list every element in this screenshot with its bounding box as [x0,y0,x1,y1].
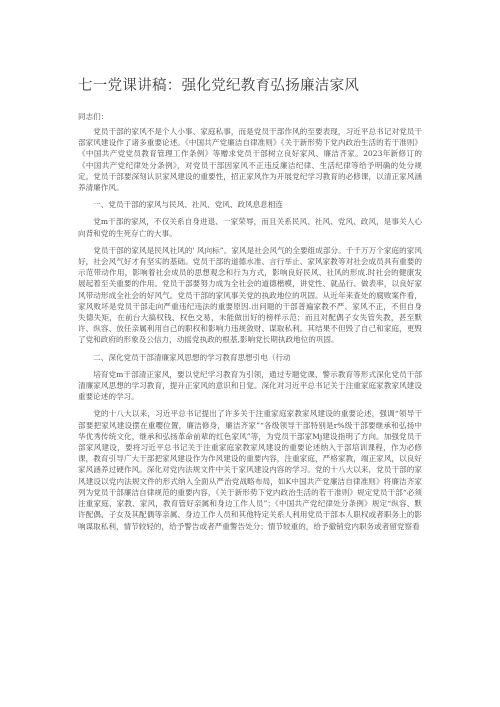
section-heading-2: 二、深化党员干部清廉家风思想的学习教育思想引电（行动 [93,352,291,362]
document-title: 七一党课讲稿：强化党纪教育弘扬廉洁家风 [78,78,360,94]
section-heading-1: 一、党员干部的家风与民风、社风、党风、政风息息相连 [93,200,284,210]
paragraph-family-importance: 党m干部的家风，不仅关系自身进退、一家荣辱，而且关系民风、社风、党风、政风，是事关人心向背和党的生死存亡的大事。 [78,217,422,238]
paragraph-intro: 党员干部的家风不是个人小事、家庭私事，而是党员干部作风的至要表现，习近平总书记对党员干部家风建设作了诸多重要论述。《中国共产党廉洁自律准则》《关于新形势下党内政治生活的若干准则》《中国共产党党员教育管理工作条例》等赠求党员干部树立良好家风、廉洁齐家。2023年新修订的《中国共产党纪律处分条例》，对党员干部因家风不正违反廉洁纪律、生活纪律等给予明确的处分规定。党员干部要深刻认识家风建设的重要性，招正家风作为开展党纪学习教育的必修课，以清正家风涵养清廉作风。 [78,127,422,193]
greeting: 同志们： [78,112,109,121]
paragraph-cultivate: 培育党m干部清正家风，要以党纪学习教育为引领，通过专题党课、警示教育等形式深化党员干部清廉家风思想的学习教育，提升正家风的意识和日觉。深化对习近平总书记关于注重家庭家教家风建设重要论述的学习。 [78,369,422,402]
paragraph-wind-vane: 党员干部的家风是民风社风的' 风向标”。家风是社会风气的全要组成部分。千千万万个家庭的家风好，社会风气好才有坚实的基础。党员干部的道德水准、言行举止、家风家教等对社会成员具有重要的示范带动作用，影响着社会成员的思想观念和行为方式，影响良好民风、社风的形成.时社会的健康发展起着至关重要的作用。党员干部要努力成为全社会的道德楷模，讲党性、就品行、做表率，以良好家风带动形成全社会的好风气。党员干部的家风事关党的执政地位的巩固。从近年来查处的腐败案件看，家风败坏是党员干部走向严重违纪违法的重要原因.出问题的干部普遍家教不严、家风不正，不但自身失德失矩，在前台大搞权钱、权色交易，未能做出好的榜样示范；而且对配偶子女失管失教，甚至默许、纵容、放任亲属利用自己的职权和影响力违规敛财、谋取私利。其结果不但毁了自己和家庭，更毁了党和政府的形象及公信力，动摇党执政的根基,影响党长期执政地位的巩固。 [78,245,422,345]
paragraph-eighteenth-congress: 党的十八大以来，习近平总书记提出了许多关于注重家庭家教家风建设的重要论述，强调“领导干部要把家风建设摆在重嘤位置，廉洁修身，廉洁齐家”“各级领导干部特别是r%级干部要继承和弘扬中华优秀传统文化，继承和弘扬革命前辈的红色家风”等，为党员干部家Mj建设指明了方向。加强党员干部家风建设，要将习近平总书记关于注重家庭家教家风建设的重要论述纳入于部培训课程，作为必修课，教育引导广大干部把家风建设作为作风建设的重要内容，注重家庭，严格家教，端正家风，以良好家风涵养过硬作风。深化对党内法规文件中关于家风建设内容的学习。党的十八大以来，党员干部的家风建设以党内法规文件的形式纳入全面从严治党战略布局，如K中国共产党廉洁自律准则》将廉洁齐家列为党员干部廉洁自律规范的重要内容，《关于新形势下党内政治生活的若干准则》规定党员干部“必须注重家庭、家教、家风，教育管好亲属和身边工作人员”；《中国共产党纪律处分条例》规定“纵容、默许配偶、子女及其配偶等亲属、身边工作人员和其他特定关系人利用党员干部本人职权或者职务上的影响谋取私利，情节较轻的，给予警告或者严重警告处分；情节较重的，给予撤销党内职务或者留党察看 [78,409,422,531]
